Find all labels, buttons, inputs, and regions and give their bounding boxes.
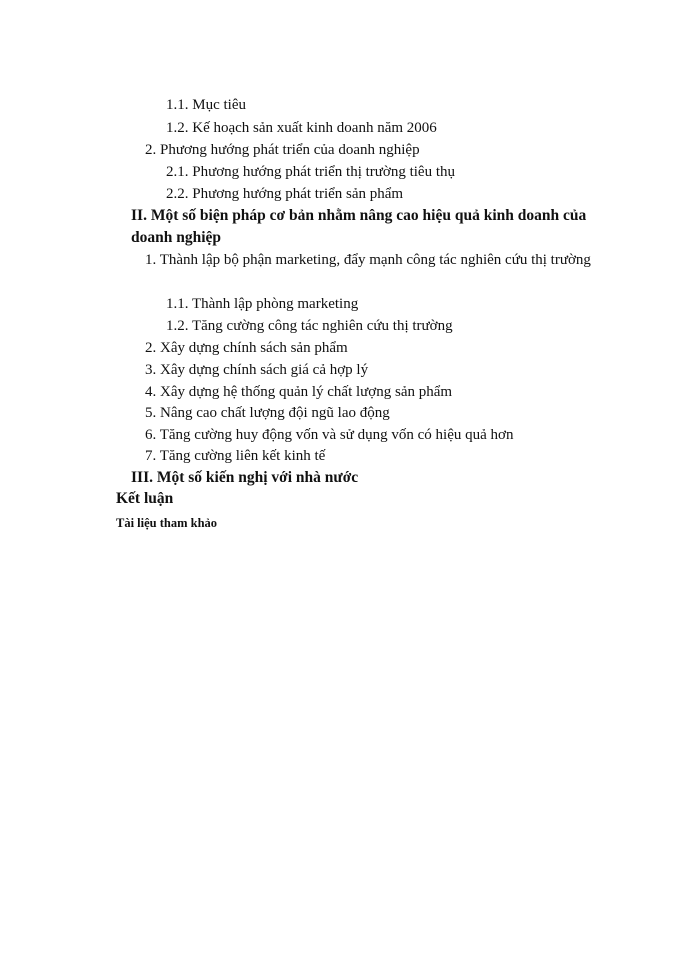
toc-item-1-2-ke-hoach: 1.2. Kế hoạch sản xuất kinh doanh năm 2006 [166,120,437,136]
toc-item-7-lien-ket: 7. Tăng cường liên kết kinh tế [145,448,326,464]
toc-references-heading: Tài liệu tham khảo [116,516,218,530]
toc-item-2-chinh-sach-san-pham: 2. Xây dựng chính sách sản phẩm [145,340,348,356]
toc-item-2-1-thi-truong: 2.1. Phương hướng phát triển thị trường tiêu thụ [166,164,455,180]
toc-item-3-chinh-sach-gia: 3. Xây dựng chính sách giá cả hợp lý [145,362,369,378]
toc-item-5-lao-dong: 5. Nâng cao chất lượng đội ngũ lao động [145,405,390,421]
toc-item-1-1-muc-tieu: 1.1. Mục tiêu [166,97,246,113]
toc-item-1-1-phong-marketing: 1.1. Thành lập phòng marketing [166,296,359,312]
toc-conclusion-heading: Kết luận [116,490,174,507]
toc-item-1-marketing: 1. Thành lập bộ phận marketing, đẩy mạnh công tác nghiên cứu thị trường [145,252,591,268]
toc-item-2-phuong-huong: 2. Phương hướng phát triển của doanh nghiệp [145,142,420,158]
toc-item-6-huy-dong-von: 6. Tăng cường huy động vốn và sử dụng vốn có hiệu quả hơn [145,427,514,443]
toc-section-ii-heading-cont: doanh nghiệp [131,229,222,246]
toc-section-iii-heading: III. Một số kiến nghị với nhà nước [131,469,359,486]
toc-section-ii-heading: II. Một số biện pháp cơ bản nhằm nâng cao hiệu quả kinh doanh của [131,207,587,224]
toc-item-1-2-nghien-cuu: 1.2. Tăng cường công tác nghiên cứu thị trường [166,318,453,334]
toc-item-4-chat-luong: 4. Xây dựng hệ thống quản lý chất lượng sản phẩm [145,384,453,400]
toc-item-2-2-san-pham: 2.2. Phương hướng phát triển sản phẩm [166,186,404,202]
